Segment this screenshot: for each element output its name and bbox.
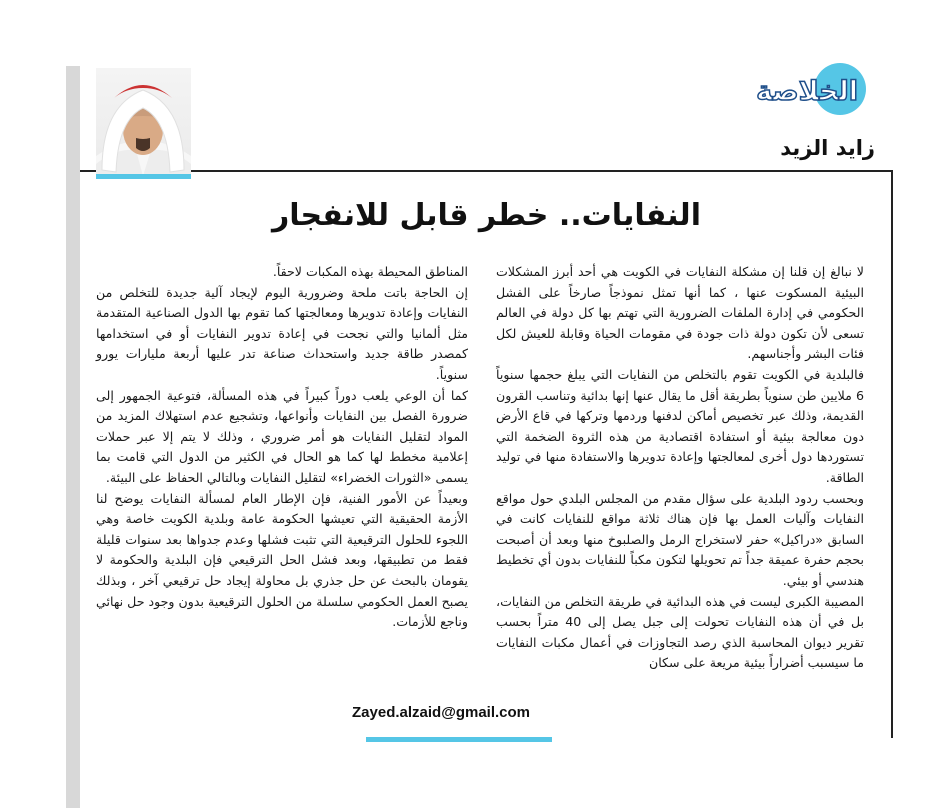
article-column-right (496, 262, 864, 674)
photo-accent-bar (96, 174, 191, 179)
frame-top-rule (80, 170, 893, 172)
author-portrait-image (96, 68, 191, 176)
paragraph: وبعيداً عن الأمور الفنية، فإن الإطار العام لمسألة النفايات يوضح لنا الأزمة الحقيقية التي تعيشها الحكومة عامة وبلدية الكويت خاصة وهي اللجوء للحلول الترقيعية التي تثبت فشلها وعدم جدواها بعد سنوات قليلة فقط من تطبيقها، وبعد فشل الحل الترقيعي فإن البلدية والحكومة لا يقومان بالبحث عن حل جذري بل محاولة إيجاد حل ترقيعي آخر ، وبذلك يصبح العمل الحكومي سلسلة من الحلول الترقيعية بدون وجود حل نهائي وناجع للأزمات. (96, 490, 468, 630)
page-edge (66, 66, 80, 808)
paragraph: كما أن الوعي يلعب دوراً كبيراً في هذه المسألة، فتوعية الجمهور إلى ضرورة الفصل بين النفايات وأنواعها، وتشجيع عدم استهلاك المزيد من المواد لتقليل النفايات هو أمر ضروري ، وذلك لا يتم إلا عبر حملات إعلامية مخطط لها كما هو الحال في الكثير من الدول التي قامت بما يسمى «الثورات الخضراء» لتقليل النفايات وبالتالي الحفاظ على البيئة. (96, 387, 468, 485)
article-headline: النفايات.. خطر قابل للانفجار (272, 198, 701, 233)
author-photo (96, 68, 191, 176)
paragraph: إن الحاجة باتت ملحة وضرورية اليوم لإيجاد آلية جديدة للتخلص من النفايات وإعادة تدويرها ومعالجتها كما تقوم بها الدول الصناعية المتقدمة مثل ألمانيا والتي نجحت في إعادة تدوير النفايات أو في استخدامها كمصدر طاقة جديد واستحداث صناعة تدر عليها أربعة مليارات يورو سنوياً. (96, 284, 468, 382)
email-accent-bar (366, 737, 552, 742)
paragraph: المصيبة الكبرى ليست في هذه البدائية في طريقة التخلص من النفايات، بل في أن هذه النفايات تحولت إلى جبل يصل إلى 40 متراً بحسب تقرير ديوان المحاسبة الذي رصد التجاوزات في أعمال مكبات النفايات ما سيسبب أضراراً بيئية مريعة على سكان (496, 593, 864, 671)
paragraph: فالبلدية في الكويت تقوم بالتخلص من النفايات التي يبلغ حجمها سنوياً 6 ملايين طن سنوياً بطريقة أقل ما يقال عنها إنها بدائية وتناسب القرون القديمة، وذلك عبر تخصيص أماكن لدفنها وردمها وتركها في قاع الأرض دون معالجة بيئية أو استفادة اقتصادية من هذه الثروة الضخمة التي تستوردها دول أخرى لمعالجتها وإعادة تدويرها والاستفادة منها في توليد الطاقة. (496, 366, 864, 485)
column-logo: الخلاصة (756, 76, 858, 107)
paragraph: لا نبالغ إن قلنا إن مشكلة النفايات في الكويت هي أحد أبرز المشكلات البيئية المسكوت عنها ، كما أنها تمثل نموذجاً صارخاً على الفشل الحكومي في إدارة الملفات الضرورية التي تهتم بها كل دولة في العالم تسعى لأن تكون دولة ذات جودة في مقومات الحياة وقابلة للعيش لكل فئات البشر وأجناسهم. (496, 264, 864, 362)
article-column-left (96, 262, 468, 633)
author-name: زايد الزيد (780, 136, 875, 160)
paragraph: المناطق المحيطة بهذه المكبات لاحقاً. (272, 264, 468, 279)
author-email: Zayed.alzaid@gmail.com (352, 704, 531, 721)
frame-right-rule (891, 170, 893, 738)
paragraph: وبحسب ردود البلدية على سؤال مقدم من المجلس البلدي حول مواقع النفايات وآليات العمل بها فإن هناك ثلاثة مواقع للنفايات كانت في السابق «دراكيل» حفر لاستخراج الرمل والصلبوخ منها وبعد أن أصبحت بحجم حفرة عميقة جداً تم تحويلها لتكون مكباً للنفايات بدون أي تخطيط هندسي أو بيئي. (496, 490, 864, 588)
